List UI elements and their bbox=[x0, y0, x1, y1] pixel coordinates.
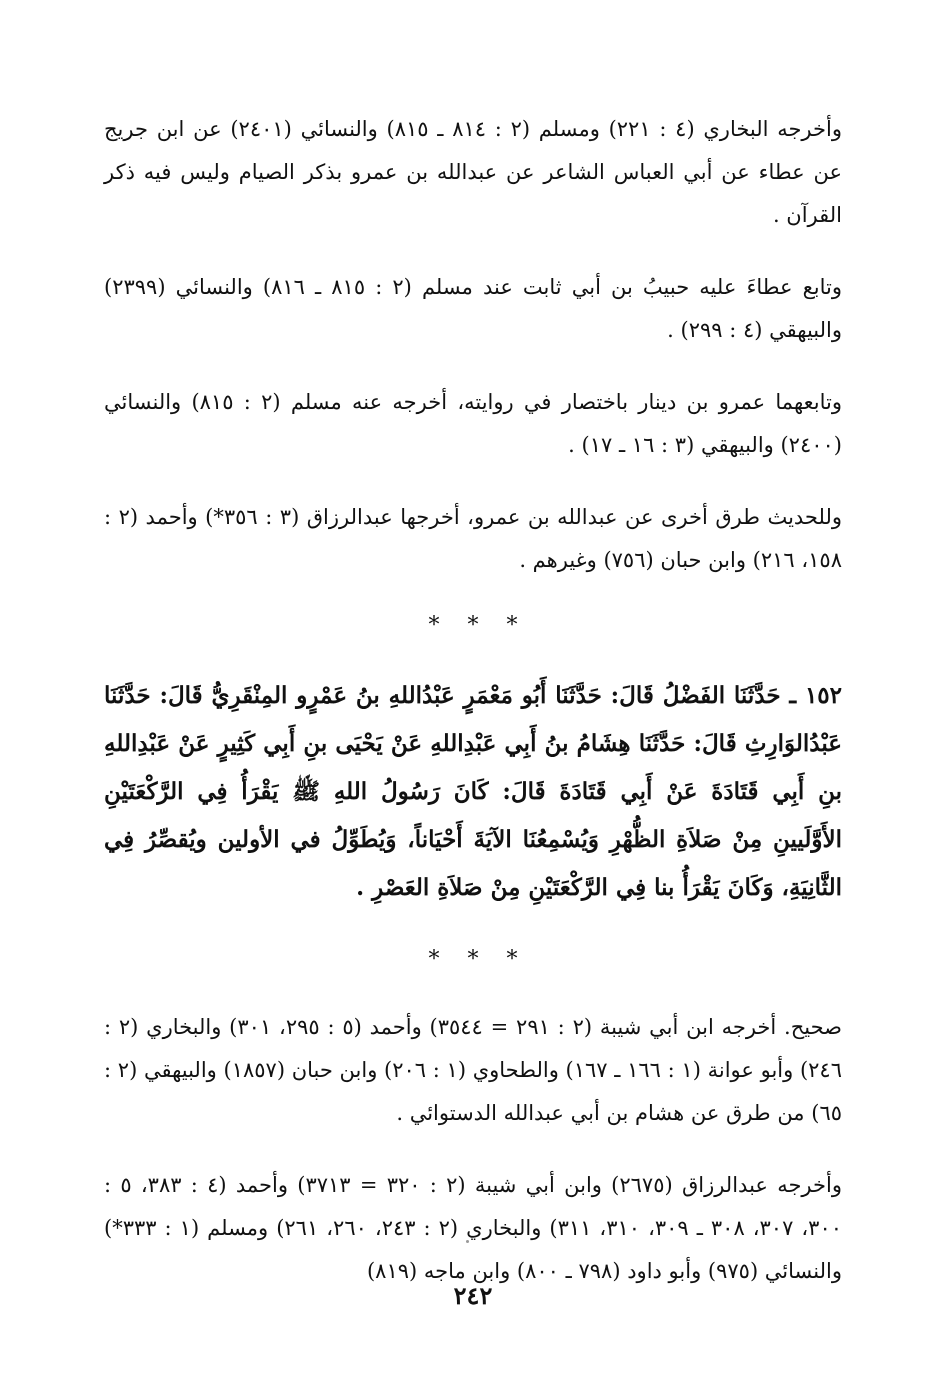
scan-speck bbox=[466, 1240, 469, 1243]
page-number: ٢٤٢ bbox=[453, 1281, 493, 1310]
asterisk: * bbox=[467, 613, 479, 638]
commentary-paragraph-2: وتابع عطاءَ عليه حبيبُ بن أبي ثابت عند مسلم (٢ : ٨١٥ ـ ٨١٦) والنسائي (٢٣٩٩) والبيهقي (٤ : ٢٩٩) . bbox=[104, 275, 842, 342]
asterisk: * bbox=[506, 947, 518, 972]
commentary-paragraph-1: وأخرجه البخاري (٤ : ٢٢١) ومسلم (٢ : ٨١٤ ـ ٨١٥) والنسائي (٢٤٠١) عن ابن جريج عن عطاء عن أبي العباس الشاعر عن عبدالله بن عمرو بذكر الصيام وليس فيه ذكر القرآن . bbox=[104, 117, 842, 227]
page-body bbox=[104, 108, 842, 1322]
asterisk: * bbox=[506, 613, 518, 638]
asterisk: * bbox=[428, 613, 440, 638]
section-separator-2 bbox=[104, 945, 842, 975]
asterisk: * bbox=[428, 947, 440, 972]
commentary-paragraph-4: وللحديث طرق أخرى عن عبدالله بن عمرو، أخرجها عبدالرزاق (٣ : ٣٥٦*) وأحمد (٢ : ١٥٨، ٢١٦) وابن حبان (٧٥٦) وغيرهم . bbox=[104, 505, 842, 572]
section-separator-1 bbox=[104, 611, 842, 641]
commentary-paragraph-3: وتابعهما عمرو بن دينار باختصار في روايته، أخرجه عنه مسلم (٢ : ٨١٥) والنسائي (٢٤٠٠) والبيهقي (٣ : ١٦ ـ ١٧) . bbox=[104, 390, 842, 457]
takhrij-paragraph-2: وأخرجه عبدالرزاق (٢٦٧٥) وابن أبي شيبة (٢ : ٣٢٠ = ٣٧١٣) وأحمد (٤ : ٣٨٣، ٥ : ٣٠٠، ٣٠٧، ٣٠٨ ـ ٣٠٩، ٣١٠، ٣١١) والبخاري (٢ : ٢٤٣، ٢٦٠، ٢٦١) ومسلم (١ : ٣٣٣*) والنسائي (٩٧٥) وأبو داود (٧٩٨ ـ ٨٠٠) وابن ماجه (٨١٩) bbox=[104, 1173, 843, 1283]
hadith-text: ١٥٢ ـ حَدَّثَنَا الفَضْلُ قَالَ: حَدَّثَنَا أَبُو مَعْمَرٍ عَبْدُاللهِ بنُ عَمْرٍو المِنْقَرِيُّ قَالَ: حَدَّثَنَا عَبْدُالوَارِثِ قَالَ: حَدَّثَنَا هِشَامُ بنُ أَبِي عَبْدِاللهِ عَنْ يَحْيَى بنِ أَبِي كَثِيرٍ عَنْ عَبْدِاللهِ بنِ أَبِي قَتَادَةَ عَنْ أَبِي قَتَادَةَ قَالَ: كَانَ رَسُولُ اللهِ ﷺ يَقْرَأُ فِي الرَّكْعَتَيْنِ الأَوَّلَيينِ مِنْ صَلاَةِ الظُّهْرِ وَيُسْمِعُنَا الآيَةَ أَحْيَاناً، وَيُطَوِّلُ في الأولين ويُقصِّرُ فِي الثَّانِيَةِ، وَكَانَ يَقْرَأُ بنا فِي الرَّكْعَتَيْنِ مِنْ صَلاَةِ العَصْرِ . bbox=[104, 682, 842, 901]
asterisk: * bbox=[467, 947, 479, 972]
takhrij-paragraph-1: صحيح. أخرجه ابن أبي شيبة (٢ : ٢٩١ = ٣٥٤٤) وأحمد (٥ : ٢٩٥، ٣٠١) والبخاري (٢ : ٢٤٦) وأبو عوانة (١ : ١٦٦ ـ ١٦٧) والطحاوي (١ : ٢٠٦) وابن حبان (١٨٥٧) والبيهقي (٢ : ٦٥) من طرق عن هشام بن أبي عبدالله الدستوائي . bbox=[104, 1015, 842, 1125]
